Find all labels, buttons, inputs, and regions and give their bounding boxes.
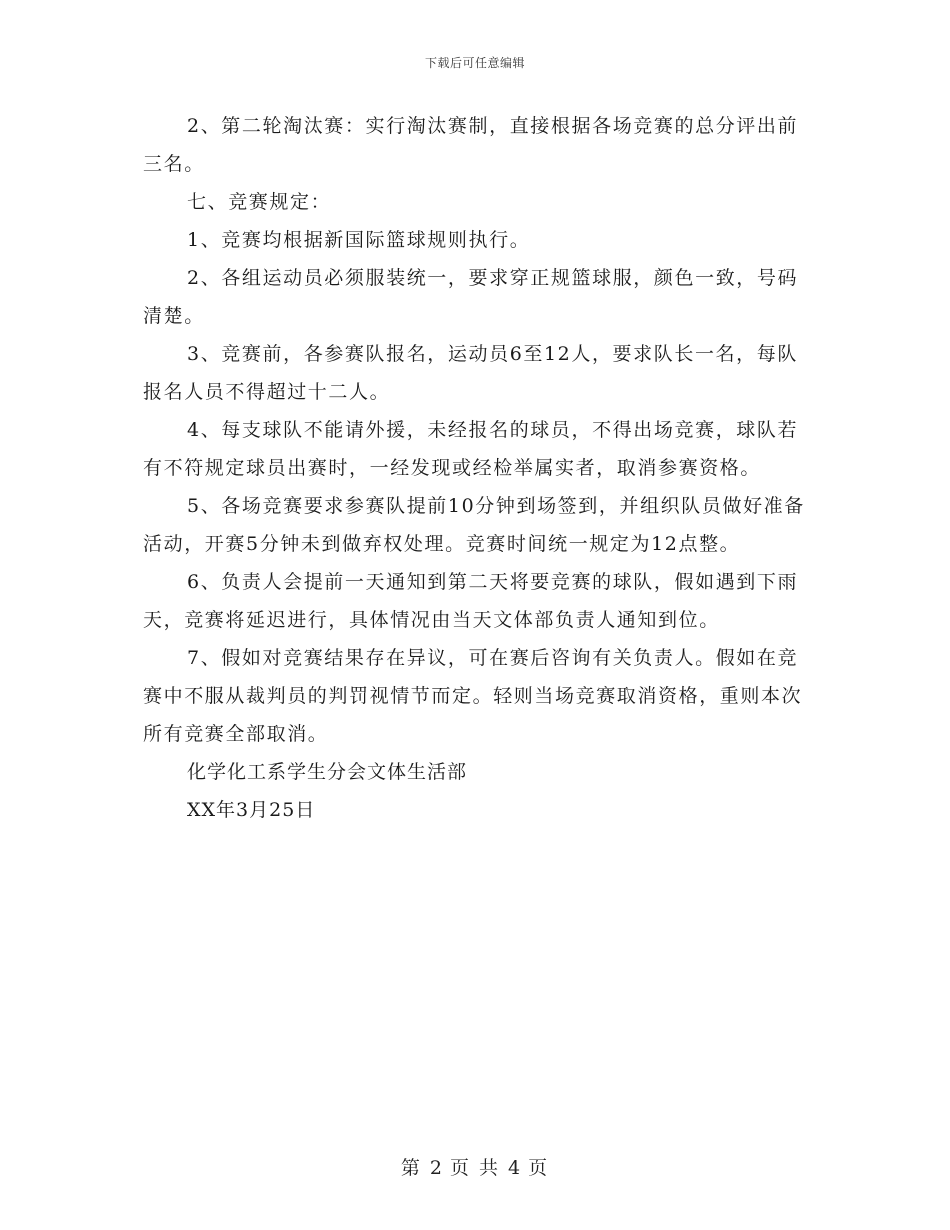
section-heading-rules: 七、竞赛规定：: [187, 191, 332, 213]
footer-total-pages: 4: [508, 1157, 521, 1179]
rule-4: 4、每支球队不能请外援，未经报名的球员，不得出场竞赛，球队若有不符规定球员出赛时，一经发现或经检举属实者，取消参赛资格。: [143, 419, 799, 479]
signature-date: XX年3月25日: [187, 799, 316, 821]
page-footer: [0, 1153, 950, 1180]
rule-2: 2、各组运动员必须服装统一，要求穿正规篮球服，颜色一致，号码清楚。: [143, 267, 799, 327]
rule-6: 6、负责人会提前一天通知到第二天将要竞赛的球队，假如遇到下雨天，竞赛将延迟进行，具体情况由当天文体部负责人通知到位。: [143, 571, 799, 631]
footer-suffix: 页: [528, 1157, 550, 1179]
rule-1: 1、竞赛均根据新国际篮球规则执行。: [187, 229, 531, 251]
paragraph-round-two: 2、第二轮淘汰赛：实行淘汰赛制，直接根据各场竞赛的总分评出前三名。: [143, 115, 799, 175]
rule-3: 3、竞赛前，各参赛队报名，运动员6至12人，要求队长一名，每队报名人员不得超过十二人。: [143, 343, 798, 403]
footer-prefix: 第: [400, 1157, 422, 1179]
signature-organization: 化学化工系学生分会文体生活部: [187, 761, 468, 783]
footer-current-page: 2: [429, 1157, 442, 1179]
rule-5: 5、各场竞赛要求参赛队提前10分钟到场签到，并组织队员做好准备活动，开赛5分钟未到做弃权处理。竞赛时间统一规定为12点整。: [143, 495, 805, 555]
document-body: [143, 107, 815, 829]
page-header-note: 下载后可任意编辑: [424, 56, 525, 70]
footer-middle: 页 共: [449, 1157, 501, 1179]
rule-7: 7、假如对竞赛结果存在异议，可在赛后咨询有关负责人。假如在竞赛中不服从裁判员的判罚视情节而定。轻则当场竞赛取消资格，重则本次所有竞赛全部取消。: [143, 647, 803, 745]
